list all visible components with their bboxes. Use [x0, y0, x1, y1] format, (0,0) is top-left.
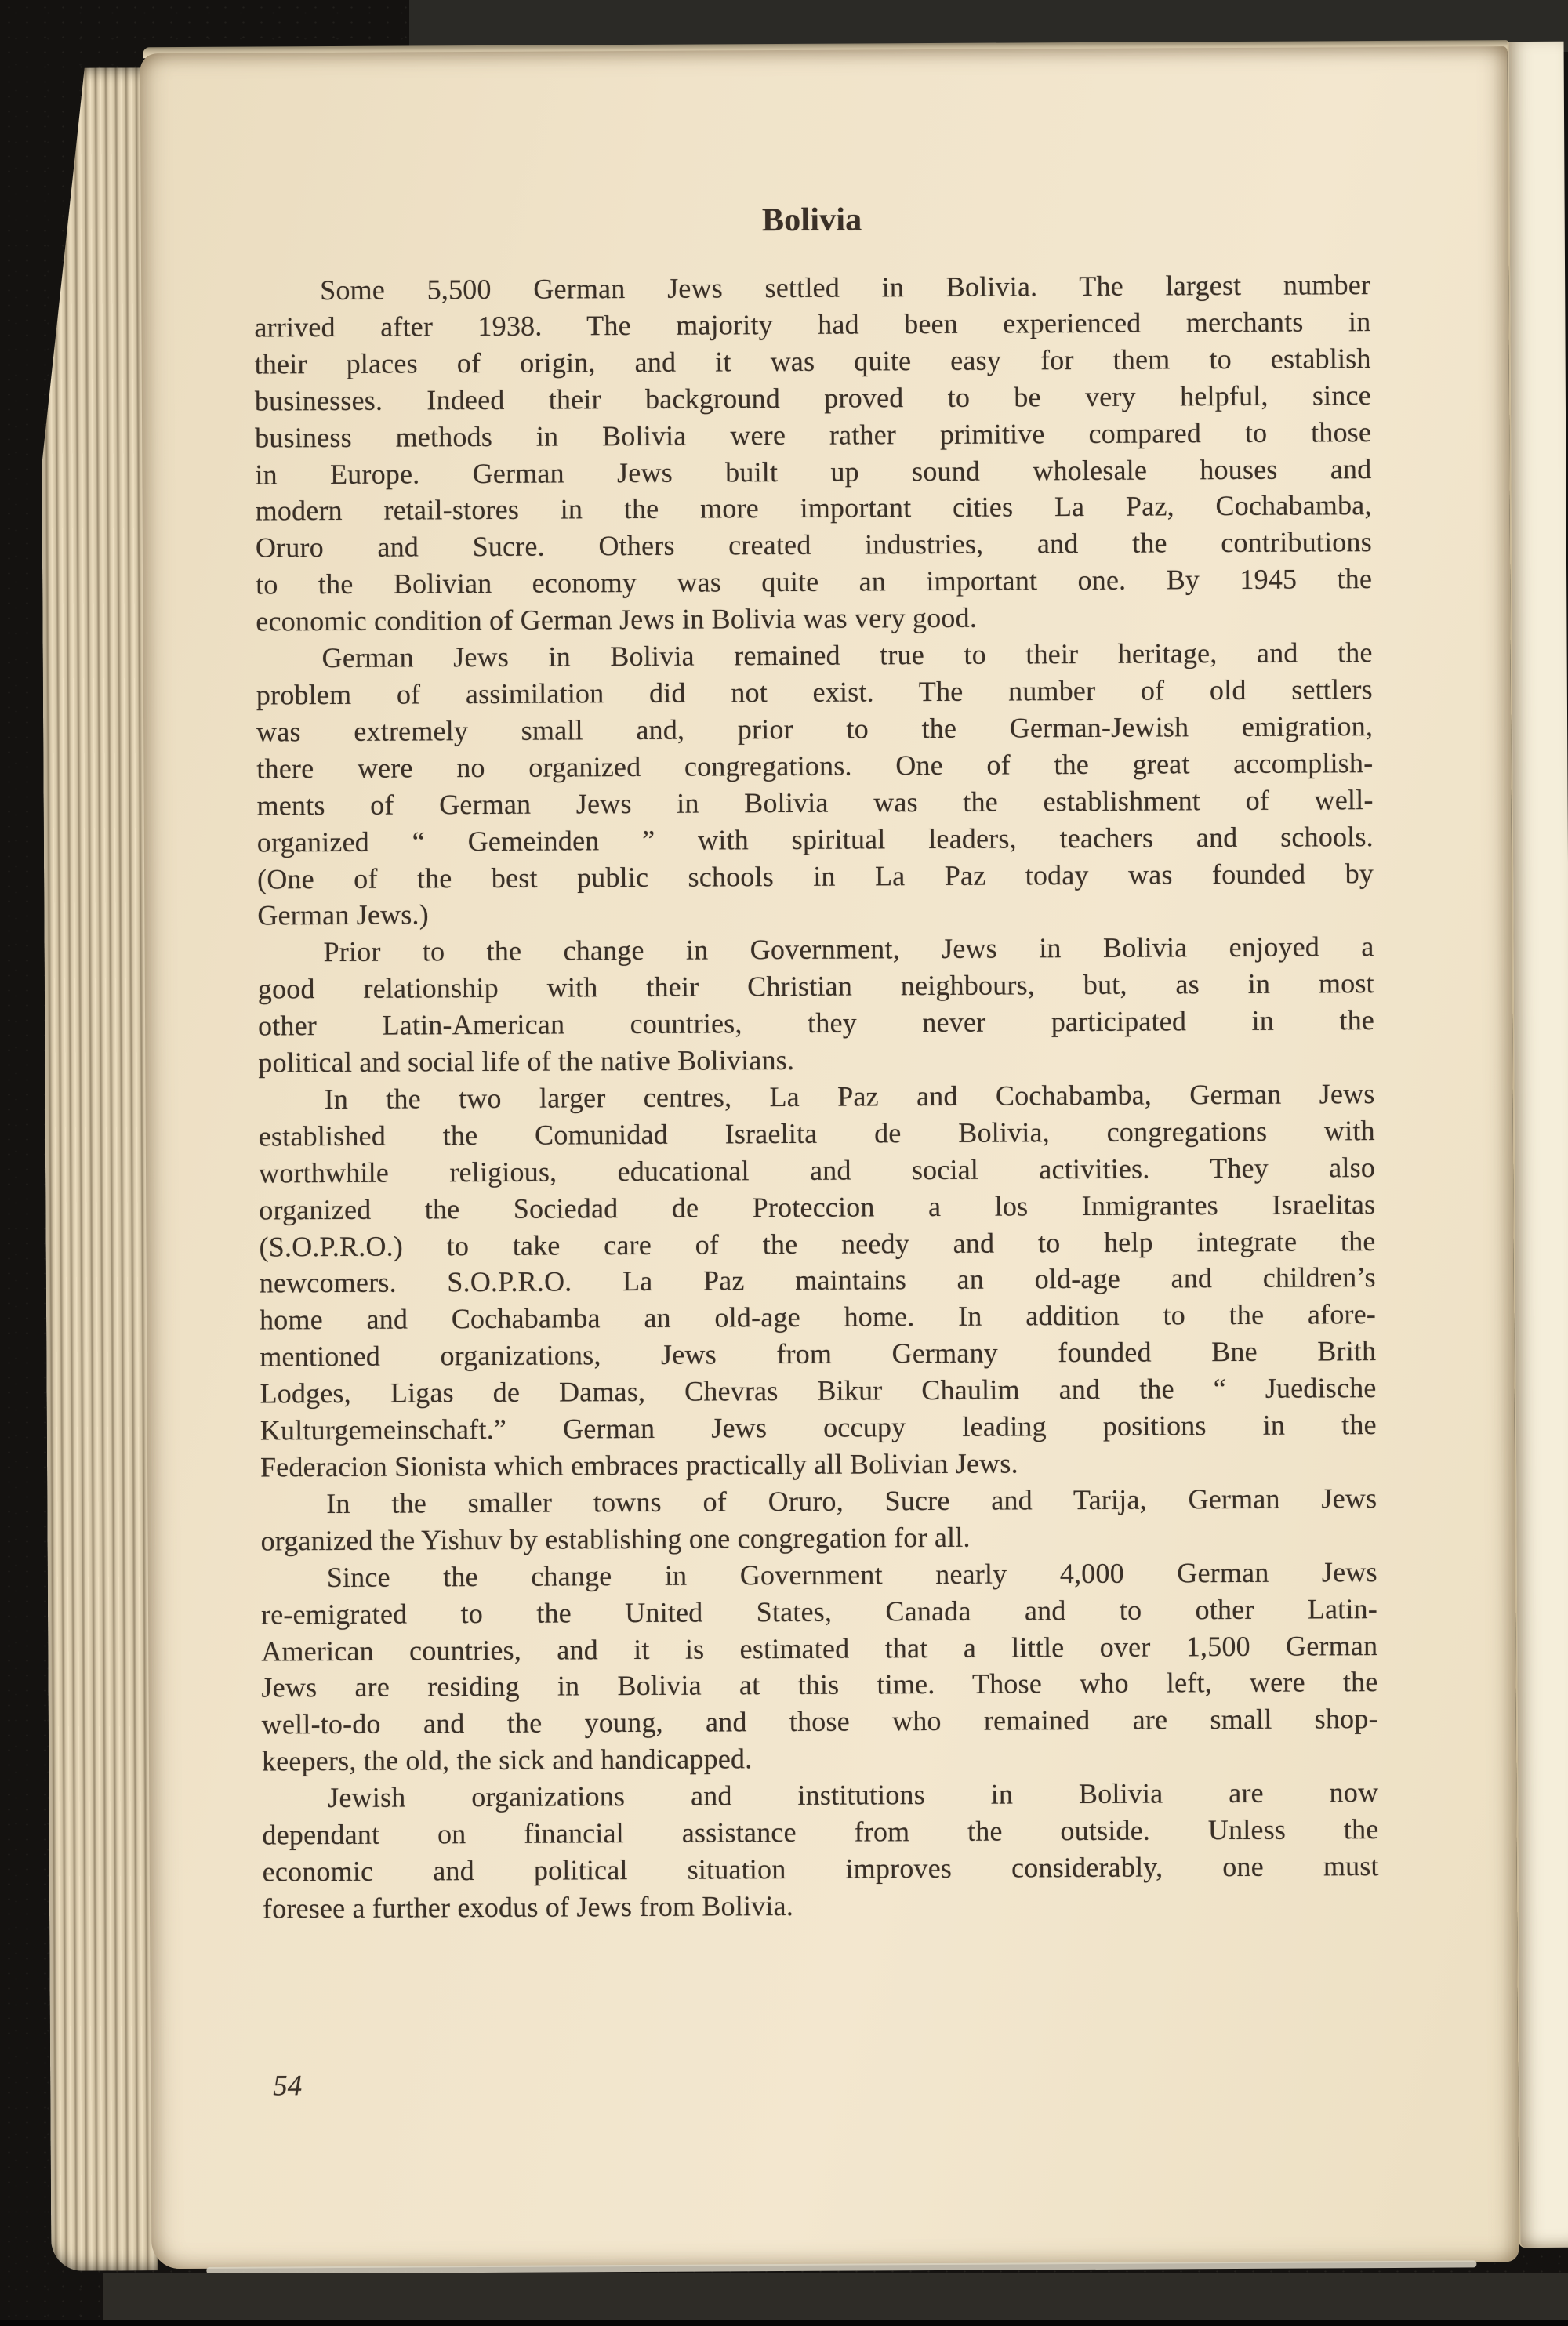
text-line: re-emigrated to the United States, Canada and to other Latin- [260, 1592, 1378, 1631]
text-line: good relationship with their Christian neighbours, but, as in most [257, 967, 1374, 1005]
paragraph [256, 634, 1374, 934]
text-line: home and Cochabamba an old-age home. In addition to the afore- [259, 1298, 1377, 1336]
text-line: business methods in Bolivia were rather primitive compared to those [255, 415, 1372, 454]
text-line: problem of assimilation did not exist. The number of old settlers [256, 673, 1373, 711]
text-line: dependant on financial assistance from the outside. Unless the [262, 1813, 1379, 1851]
text-line: organized the Yishuv by establishing one congregation for all. [260, 1521, 971, 1557]
text-line: there were no organized congregations. One of the great accomplish- [256, 746, 1374, 785]
text-line: Jewish organizations and institutions in Bolivia are now [328, 1776, 1379, 1814]
text-line: other Latin-American countries, they never participated in the [257, 1004, 1375, 1042]
text-line: Oruro and Sucre. Others created industries, and the contributions [255, 526, 1372, 564]
text-line: well-to-do and the young, and those who remained are small shop- [261, 1703, 1378, 1740]
text-line: was extremely small and, prior to the German-Jewish emigration, [256, 709, 1374, 748]
text-line: their places of origin, and it was quite easy for them to establish [254, 342, 1371, 380]
paragraph [262, 1774, 1379, 1927]
page-content [253, 47, 1379, 1927]
text-line: Since the change in Government nearly 4,000 German Jews [326, 1555, 1377, 1593]
text-line: ments of German Jews in Bolivia was the establishment of well- [256, 783, 1374, 822]
text-line: Federacion Sionista which embraces practically all Bolivian Jews. [260, 1447, 1018, 1483]
scan-bottom-line [0, 2320, 1568, 2326]
text-line: modern retail-stores in the more important cities La Paz, Cochabamba, [255, 489, 1372, 527]
text-line: (One of the best public schools in La Paz today was founded by [256, 857, 1374, 895]
text-line: economic and political situation improves considerably, one must [262, 1850, 1379, 1888]
text-line: to the Bolivian economy was quite an important one. By 1945 the [256, 563, 1373, 601]
text-line: arrived after 1938. The majority had been experienced merchants in [254, 305, 1371, 343]
text-line: foresee a further exodus of Jews from Bolivia. [262, 1889, 794, 1925]
page-title: Bolivia [761, 201, 862, 239]
text-line: German Jews in Bolivia remained true to their heritage, and the [321, 637, 1373, 674]
text-line: organized the Sociedad de Proteccion a los Inmigrantes Israelitas [259, 1188, 1376, 1226]
text-line: Prior to the change in Government, Jews in Bolivia enjoyed a [323, 931, 1374, 968]
text-line: Some 5,500 German Jews settled in Bolivia. The largest number [320, 269, 1371, 307]
text-line: worthwhile religious, educational and social activities. They also [258, 1151, 1376, 1189]
paragraph [257, 928, 1374, 1081]
paragraph [260, 1480, 1377, 1559]
scanner-bottom-band [103, 2273, 1568, 2321]
paragraph [261, 1554, 1378, 1780]
page-stack-edges [40, 67, 158, 2271]
text-line: In the smaller towns of Oruro, Sucre and Tarija, German Jews [326, 1482, 1377, 1519]
text-line: mentioned organizations, Jews from Germany founded Bne Brith [260, 1335, 1377, 1373]
paper-page [140, 46, 1519, 2269]
paragraph [254, 267, 1372, 640]
text-line: American countries, and it is estimated that a little over 1,500 German [261, 1629, 1378, 1667]
body-text [254, 267, 1379, 1927]
text-line: In the two larger centres, La Paz and Cochabamba, German Jews [324, 1077, 1375, 1116]
facing-page-edge [1508, 42, 1568, 2248]
text-line: (S.O.P.R.O.) to take care of the needy and to help integrate the [259, 1225, 1376, 1263]
text-line: Kulturgemeinschaft.” German Jews occupy leading positions in the [260, 1409, 1377, 1446]
text-line: economic condition of German Jews in Bolivia was very good. [256, 601, 978, 637]
paragraph [258, 1076, 1377, 1486]
text-line: German Jews.) [257, 898, 429, 931]
text-line: Lodges, Ligas de Damas, Chevras Bikur Chaulim and the “ Juedische [260, 1372, 1377, 1410]
page-number: 54 [273, 2070, 303, 2103]
text-line: newcomers. S.O.P.R.O. La Paz maintains an old-age and children’s [259, 1261, 1376, 1299]
text-line: in Europe. German Jews built up sound wholesale houses and [255, 452, 1372, 491]
text-line: Jews are residing in Bolivia at this time. Those who left, were the [261, 1666, 1378, 1704]
text-line: political and social life of the native Bolivians. [258, 1043, 795, 1079]
text-line: organized “ Gemeinden ” with spiritual leaders, teachers and schools. [256, 820, 1374, 858]
text-line: keepers, the old, the sick and handicapped. [261, 1743, 753, 1777]
text-line: businesses. Indeed their background proved to be very helpful, since [254, 379, 1371, 417]
text-line: established the Comunidad Israelita de Bolivia, congregations with [258, 1114, 1375, 1152]
